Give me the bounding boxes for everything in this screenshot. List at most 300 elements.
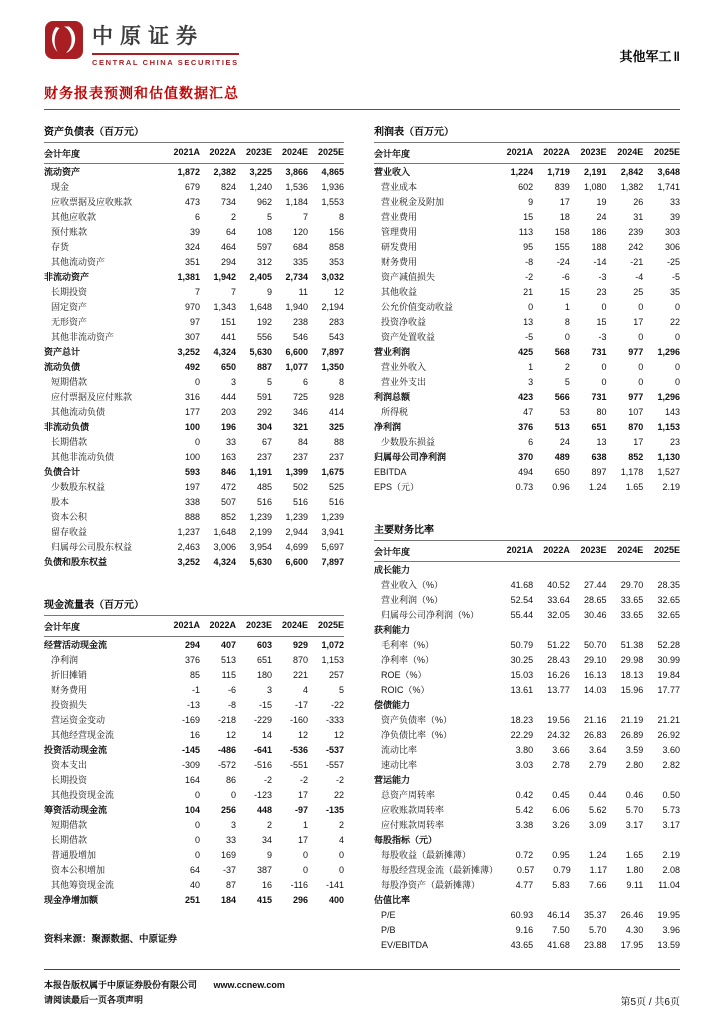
table-row xyxy=(44,539,344,554)
industry-category-label: 其他军工 xyxy=(619,49,672,64)
cell-value: 19.84 xyxy=(657,669,680,680)
cell-value: 1 xyxy=(302,819,308,830)
table-row xyxy=(374,832,680,847)
cell-value: 86 xyxy=(225,774,236,785)
cell-value: 1,153 xyxy=(657,421,680,432)
column-header-fiscal-year: 会计年度 xyxy=(374,148,411,159)
column-header-year: 2021A xyxy=(506,544,534,555)
cell-value: 335 xyxy=(292,256,308,267)
cell-value: 638 xyxy=(591,451,607,462)
cell-value: 556 xyxy=(256,331,272,342)
cell-value: 0.72 xyxy=(515,849,534,860)
table-row xyxy=(374,179,680,194)
cell-value: 18.23 xyxy=(510,714,534,725)
column-header-year: 2022A xyxy=(543,544,570,555)
cell-value: 107 xyxy=(628,406,644,417)
cell-value: 87 xyxy=(225,879,236,890)
cell-value: -97 xyxy=(294,804,308,815)
title-divider xyxy=(44,109,680,110)
row-label: 投资活动现金流 xyxy=(44,745,108,755)
table-header-row xyxy=(44,143,344,164)
cell-value: 143 xyxy=(664,406,680,417)
row-label: 应付票据及应付账款 xyxy=(51,392,133,402)
cell-value: 0.44 xyxy=(589,789,607,800)
row-label: 速动比率 xyxy=(381,760,418,770)
table-row xyxy=(374,284,680,299)
row-label: 留存收益 xyxy=(51,527,88,537)
cell-value: 2,382 xyxy=(213,166,236,177)
table-header-row xyxy=(374,541,680,562)
row-label: 每股经营现金流（最新摊薄） xyxy=(381,865,499,875)
cell-value: 3 xyxy=(528,376,534,387)
cell-value: 1.24 xyxy=(589,481,607,492)
row-label: 营业利润 xyxy=(374,347,411,357)
cell-value: 0 xyxy=(674,331,680,342)
table-row xyxy=(374,314,680,329)
cell-value: 324 xyxy=(184,241,200,252)
cell-value: 192 xyxy=(256,316,272,327)
cell-value: 115 xyxy=(221,669,236,680)
cell-value: 188 xyxy=(591,241,607,252)
cell-value: 51.22 xyxy=(547,639,570,650)
cell-value: 5.70 xyxy=(589,924,607,935)
cell-value: 32.05 xyxy=(547,609,570,620)
cell-value: 0 xyxy=(230,789,236,800)
row-label: 归属母公司净利润 xyxy=(374,452,447,462)
cell-value: 0 xyxy=(601,361,607,372)
cell-value: 0 xyxy=(194,376,200,387)
table-row xyxy=(44,419,344,434)
balance-sheet-table xyxy=(44,120,344,569)
cell-value: 321 xyxy=(292,421,308,432)
row-label: 固定资产 xyxy=(51,302,88,312)
cell-value: 492 xyxy=(184,361,200,372)
cell-value: 33 xyxy=(225,436,236,447)
cell-value: 33.65 xyxy=(620,609,644,620)
cell-value: 51.38 xyxy=(620,639,644,650)
table-row xyxy=(374,254,680,269)
cell-value: 441 xyxy=(220,331,236,342)
row-label: 其他非流动负债 xyxy=(51,452,115,462)
cell-value: 21.16 xyxy=(584,714,607,725)
cell-value: 3,252 xyxy=(177,346,200,357)
table-row xyxy=(374,907,680,922)
table-row xyxy=(374,787,680,802)
cell-value: 239 xyxy=(628,226,644,237)
row-label: 总资产周转率 xyxy=(381,790,436,800)
cell-value: 2,191 xyxy=(584,166,607,177)
cell-value: 5.42 xyxy=(515,804,534,815)
cell-value: 0 xyxy=(194,789,200,800)
cell-value: 5,630 xyxy=(249,556,272,567)
cell-value: 24.32 xyxy=(547,729,570,740)
cell-value: 2.78 xyxy=(552,759,570,770)
cell-value: 0 xyxy=(302,864,308,875)
cell-value: 602 xyxy=(518,181,534,192)
cell-value: 1,077 xyxy=(285,361,308,372)
table-row xyxy=(44,329,344,344)
row-label: 资本公积 xyxy=(51,512,88,522)
cell-value: 6,600 xyxy=(285,346,308,357)
row-label: EBITDA xyxy=(374,466,407,477)
cell-value: 507 xyxy=(220,496,236,507)
cell-value: 12 xyxy=(225,729,236,740)
cell-value: 15.03 xyxy=(510,669,534,680)
table-row xyxy=(44,524,344,539)
cell-value: 6 xyxy=(302,376,308,387)
cell-value: 351 xyxy=(184,256,200,267)
cell-value: 0.95 xyxy=(552,849,570,860)
row-label: 营业利润（%） xyxy=(381,595,444,605)
cell-value: -2 xyxy=(525,271,534,282)
cell-value: 338 xyxy=(184,496,200,507)
cell-value: 4 xyxy=(338,834,344,845)
cell-value: 29.98 xyxy=(620,654,644,665)
cell-value: 502 xyxy=(292,481,308,492)
income-statement-table xyxy=(374,120,680,494)
cell-value: 414 xyxy=(328,406,344,417)
cell-value: 2.08 xyxy=(662,864,680,875)
cell-value: 13.59 xyxy=(657,939,680,950)
cell-value: 30.25 xyxy=(510,654,534,665)
cell-value: 6.06 xyxy=(552,804,570,815)
cell-value: -15 xyxy=(258,699,272,710)
cell-value: 839 xyxy=(554,181,570,192)
cell-value: 1,153 xyxy=(321,654,344,665)
cell-value: 1,399 xyxy=(285,466,308,477)
row-label: 长期借款 xyxy=(51,835,88,845)
cell-value: 237 xyxy=(292,451,308,462)
column-header-fiscal-year: 会计年度 xyxy=(44,148,81,159)
cell-value: 516 xyxy=(256,496,272,507)
cell-value: 22 xyxy=(333,789,344,800)
cash-flow-table xyxy=(44,593,344,907)
cell-value: 734 xyxy=(220,196,236,207)
cell-value: -169 xyxy=(181,714,200,725)
table-row xyxy=(44,862,344,877)
cell-value: 0 xyxy=(338,864,344,875)
cell-value: 242 xyxy=(628,241,644,252)
right-column xyxy=(374,120,680,976)
cell-value: 151 xyxy=(220,316,236,327)
table-row xyxy=(374,329,680,344)
cell-value: 1,936 xyxy=(321,181,344,192)
table-row xyxy=(374,862,680,877)
cell-value: 407 xyxy=(220,639,236,650)
cell-value: 33 xyxy=(225,834,236,845)
cell-value: 5,697 xyxy=(321,541,344,552)
row-label: 偿债能力 xyxy=(374,700,411,710)
cell-value: 50.79 xyxy=(510,639,534,650)
row-label: 每股指标（元） xyxy=(374,835,438,845)
cell-value: 32.65 xyxy=(657,594,680,605)
cell-value: 1,942 xyxy=(213,271,236,282)
table-row xyxy=(44,787,344,802)
cell-value: 1,080 xyxy=(584,181,607,192)
cell-value: 603 xyxy=(256,639,272,650)
row-label: 现金净增加额 xyxy=(44,895,99,905)
table-row xyxy=(44,494,344,509)
row-label: 每股净资产（最新摊薄） xyxy=(381,880,481,890)
row-label: 获利能力 xyxy=(374,625,411,635)
column-header-year: 2021A xyxy=(173,146,200,157)
row-label: 资产处置收益 xyxy=(381,332,436,342)
table-row xyxy=(374,464,680,479)
row-label: 非流动负债 xyxy=(44,422,90,432)
cell-value: -6 xyxy=(561,271,570,282)
cell-value: 8 xyxy=(564,316,570,327)
table-row xyxy=(374,937,680,952)
cell-value: 9.11 xyxy=(626,879,644,890)
cell-value: 1.80 xyxy=(626,864,644,875)
cell-value: 415 xyxy=(256,894,272,905)
cell-value: 3 xyxy=(266,684,272,695)
cell-value: -135 xyxy=(325,804,344,815)
cell-value: 4,324 xyxy=(213,556,236,567)
cell-value: 7 xyxy=(230,286,236,297)
cell-value: 473 xyxy=(184,196,200,207)
cell-value: 16 xyxy=(189,729,200,740)
cell-value: 0.50 xyxy=(662,789,680,800)
cell-value: 1,872 xyxy=(177,166,200,177)
cell-value: 5.73 xyxy=(662,804,680,815)
table-row xyxy=(374,224,680,239)
cell-value: 11.04 xyxy=(658,879,680,890)
cell-value: 325 xyxy=(328,421,344,432)
cell-value: 4.30 xyxy=(625,924,644,935)
row-label: 筹资活动现金流 xyxy=(44,805,108,815)
cell-value: 28.65 xyxy=(584,594,607,605)
table-row xyxy=(374,847,680,862)
cell-value: 17 xyxy=(633,316,644,327)
cell-value: -2 xyxy=(263,774,272,785)
brand-logo-icon xyxy=(44,20,84,65)
cell-value: 3.64 xyxy=(589,744,607,755)
row-label: 现金 xyxy=(51,182,70,192)
cell-value: 40.52 xyxy=(547,579,570,590)
cell-value: 18 xyxy=(559,211,570,222)
cell-value: 376 xyxy=(184,654,200,665)
cell-value: 5.83 xyxy=(552,879,570,890)
cell-value: 19.56 xyxy=(547,714,570,725)
table-row xyxy=(374,712,680,727)
cell-value: 158 xyxy=(554,226,570,237)
cell-value: 3.60 xyxy=(662,744,680,755)
cell-value: -13 xyxy=(186,699,200,710)
cell-value: 251 xyxy=(184,894,200,905)
row-label: 所得税 xyxy=(381,407,409,417)
table-row xyxy=(374,404,680,419)
cell-value: 7 xyxy=(302,211,308,222)
table-row xyxy=(374,359,680,374)
table-row xyxy=(44,712,344,727)
table-row xyxy=(374,772,680,787)
cell-value: -516 xyxy=(253,759,272,770)
cell-value: -6 xyxy=(227,684,236,695)
cell-value: 494 xyxy=(518,466,534,477)
cell-value: 3.59 xyxy=(625,744,644,755)
cell-value: 650 xyxy=(220,361,236,372)
cell-value: 12 xyxy=(333,286,344,297)
table-row xyxy=(374,592,680,607)
cell-value: 34 xyxy=(261,834,272,845)
cell-value: 0 xyxy=(601,301,607,312)
cell-value: 3,648 xyxy=(657,166,680,177)
cell-value: 3.26 xyxy=(552,819,570,830)
copyright-text: 本报告版权属于中原证券股份有限公司 xyxy=(44,980,198,990)
table-row xyxy=(44,209,344,224)
cell-value: 0 xyxy=(564,331,570,342)
table-row xyxy=(44,449,344,464)
cell-value: -551 xyxy=(289,759,308,770)
row-label: 营业外收入 xyxy=(381,362,427,372)
cell-value: 0.96 xyxy=(552,481,570,492)
cell-value: -8 xyxy=(525,256,534,267)
column-header-year: 2023E xyxy=(245,146,272,157)
table-row xyxy=(44,847,344,862)
table-row xyxy=(374,652,680,667)
cell-value: 870 xyxy=(628,421,644,432)
row-label: 每股收益（最新摊薄） xyxy=(381,850,472,860)
row-label: 短期借款 xyxy=(51,377,88,387)
table-row xyxy=(374,299,680,314)
cell-value: 0.73 xyxy=(515,481,534,492)
row-label: 资本支出 xyxy=(51,760,88,770)
table-row xyxy=(44,464,344,479)
cell-value: -25 xyxy=(666,256,680,267)
column-header-year: 2024E xyxy=(281,619,308,630)
cell-value: 296 xyxy=(292,894,308,905)
cell-value: 887 xyxy=(256,361,272,372)
column-header-year: 2023E xyxy=(580,146,607,157)
cell-value: -21 xyxy=(630,256,644,267)
table-row xyxy=(374,667,680,682)
cell-value: 3.17 xyxy=(662,819,680,830)
cell-value: 11 xyxy=(298,286,308,297)
cell-value: 1,237 xyxy=(177,526,200,537)
page-footer xyxy=(44,969,680,1008)
cell-value: 3,006 xyxy=(213,541,236,552)
row-label: 其他筹资现金流 xyxy=(51,880,115,890)
row-label: 归属母公司股东权益 xyxy=(51,542,133,552)
row-label: 长期投资 xyxy=(51,287,88,297)
cell-value: 9 xyxy=(266,849,272,860)
cell-value: 4.77 xyxy=(515,879,534,890)
cell-value: 1,381 xyxy=(177,271,200,282)
cell-value: 257 xyxy=(328,669,344,680)
cell-value: 15.96 xyxy=(620,684,644,695)
cell-value: 3.38 xyxy=(515,819,534,830)
cell-value: 35.37 xyxy=(584,909,607,920)
cell-value: 591 xyxy=(256,391,272,402)
table-row xyxy=(44,757,344,772)
cell-value: 3.17 xyxy=(625,819,644,830)
cell-value: 304 xyxy=(256,421,272,432)
row-label: ROE（%） xyxy=(381,670,427,680)
cell-value: 17 xyxy=(633,436,644,447)
cell-value: 0 xyxy=(194,849,200,860)
cell-value: 1,178 xyxy=(620,466,644,477)
cell-value: 568 xyxy=(554,346,570,357)
cell-value: 312 xyxy=(256,256,272,267)
cell-value: 40 xyxy=(189,879,200,890)
column-header-year: 2025E xyxy=(653,544,680,555)
row-label: 流动比率 xyxy=(381,745,418,755)
cell-value: 977 xyxy=(628,346,644,357)
data-source-note: 资料来源：聚源数据、中原证券 xyxy=(44,934,178,945)
row-label: 营运能力 xyxy=(374,775,411,785)
cell-value: 1,940 xyxy=(285,301,308,312)
cell-value: -141 xyxy=(325,879,344,890)
cell-value: 26 xyxy=(633,196,644,207)
cell-value: -160 xyxy=(289,714,308,725)
table-row xyxy=(44,877,344,892)
cell-value: 516 xyxy=(292,496,308,507)
cell-value: 28.43 xyxy=(547,654,570,665)
table-row xyxy=(44,284,344,299)
row-label: 其他投资现金流 xyxy=(51,790,115,800)
row-label: 股本 xyxy=(51,497,70,507)
cell-value: 292 xyxy=(256,406,272,417)
cell-value: 13 xyxy=(596,436,607,447)
cell-value: 2,405 xyxy=(249,271,272,282)
cell-value: 400 xyxy=(328,894,344,905)
cell-value: 525 xyxy=(328,481,344,492)
cell-value: 19 xyxy=(596,196,607,207)
cell-value: -2 xyxy=(299,774,308,785)
cell-value: 155 xyxy=(554,241,570,252)
row-label: 财务费用 xyxy=(51,685,88,695)
cell-value: 3.03 xyxy=(515,759,534,770)
cell-value: 1,553 xyxy=(321,196,344,207)
cell-value: 1,296 xyxy=(657,346,680,357)
cell-value: 108 xyxy=(256,226,272,237)
cell-value: 24 xyxy=(559,436,570,447)
cell-value: 970 xyxy=(184,301,200,312)
cell-value: -572 xyxy=(217,759,236,770)
cell-value: 120 xyxy=(292,226,308,237)
row-label: 成长能力 xyxy=(374,565,411,575)
table-row xyxy=(374,449,680,464)
cell-value: 2,842 xyxy=(620,166,644,177)
table-row xyxy=(44,667,344,682)
cell-value: 1,240 xyxy=(249,181,272,192)
table-row xyxy=(44,727,344,742)
table-row xyxy=(374,239,680,254)
cell-value: 180 xyxy=(256,669,272,680)
row-label: 短期借款 xyxy=(51,820,88,830)
cell-value: 0.79 xyxy=(553,864,571,875)
table-body xyxy=(374,562,680,952)
cell-value: 14 xyxy=(261,729,272,740)
website-link[interactable]: www.ccnew.com xyxy=(213,980,285,990)
cell-value: 516 xyxy=(328,496,344,507)
cell-value: 186 xyxy=(591,226,607,237)
cell-value: 12 xyxy=(333,729,344,740)
row-label: 估值比率 xyxy=(374,895,411,905)
cell-value: 423 xyxy=(518,391,534,402)
cell-value: 306 xyxy=(664,241,680,252)
column-header-year: 2023E xyxy=(580,544,607,555)
cell-value: -3 xyxy=(598,331,607,342)
column-header-year: 2025E xyxy=(653,146,680,157)
cell-value: 164 xyxy=(184,774,200,785)
financial-ratios-table xyxy=(374,518,680,952)
table-row xyxy=(374,622,680,637)
cell-value: 1.65 xyxy=(625,481,644,492)
table-row xyxy=(374,194,680,209)
cell-value: 5 xyxy=(338,684,344,695)
